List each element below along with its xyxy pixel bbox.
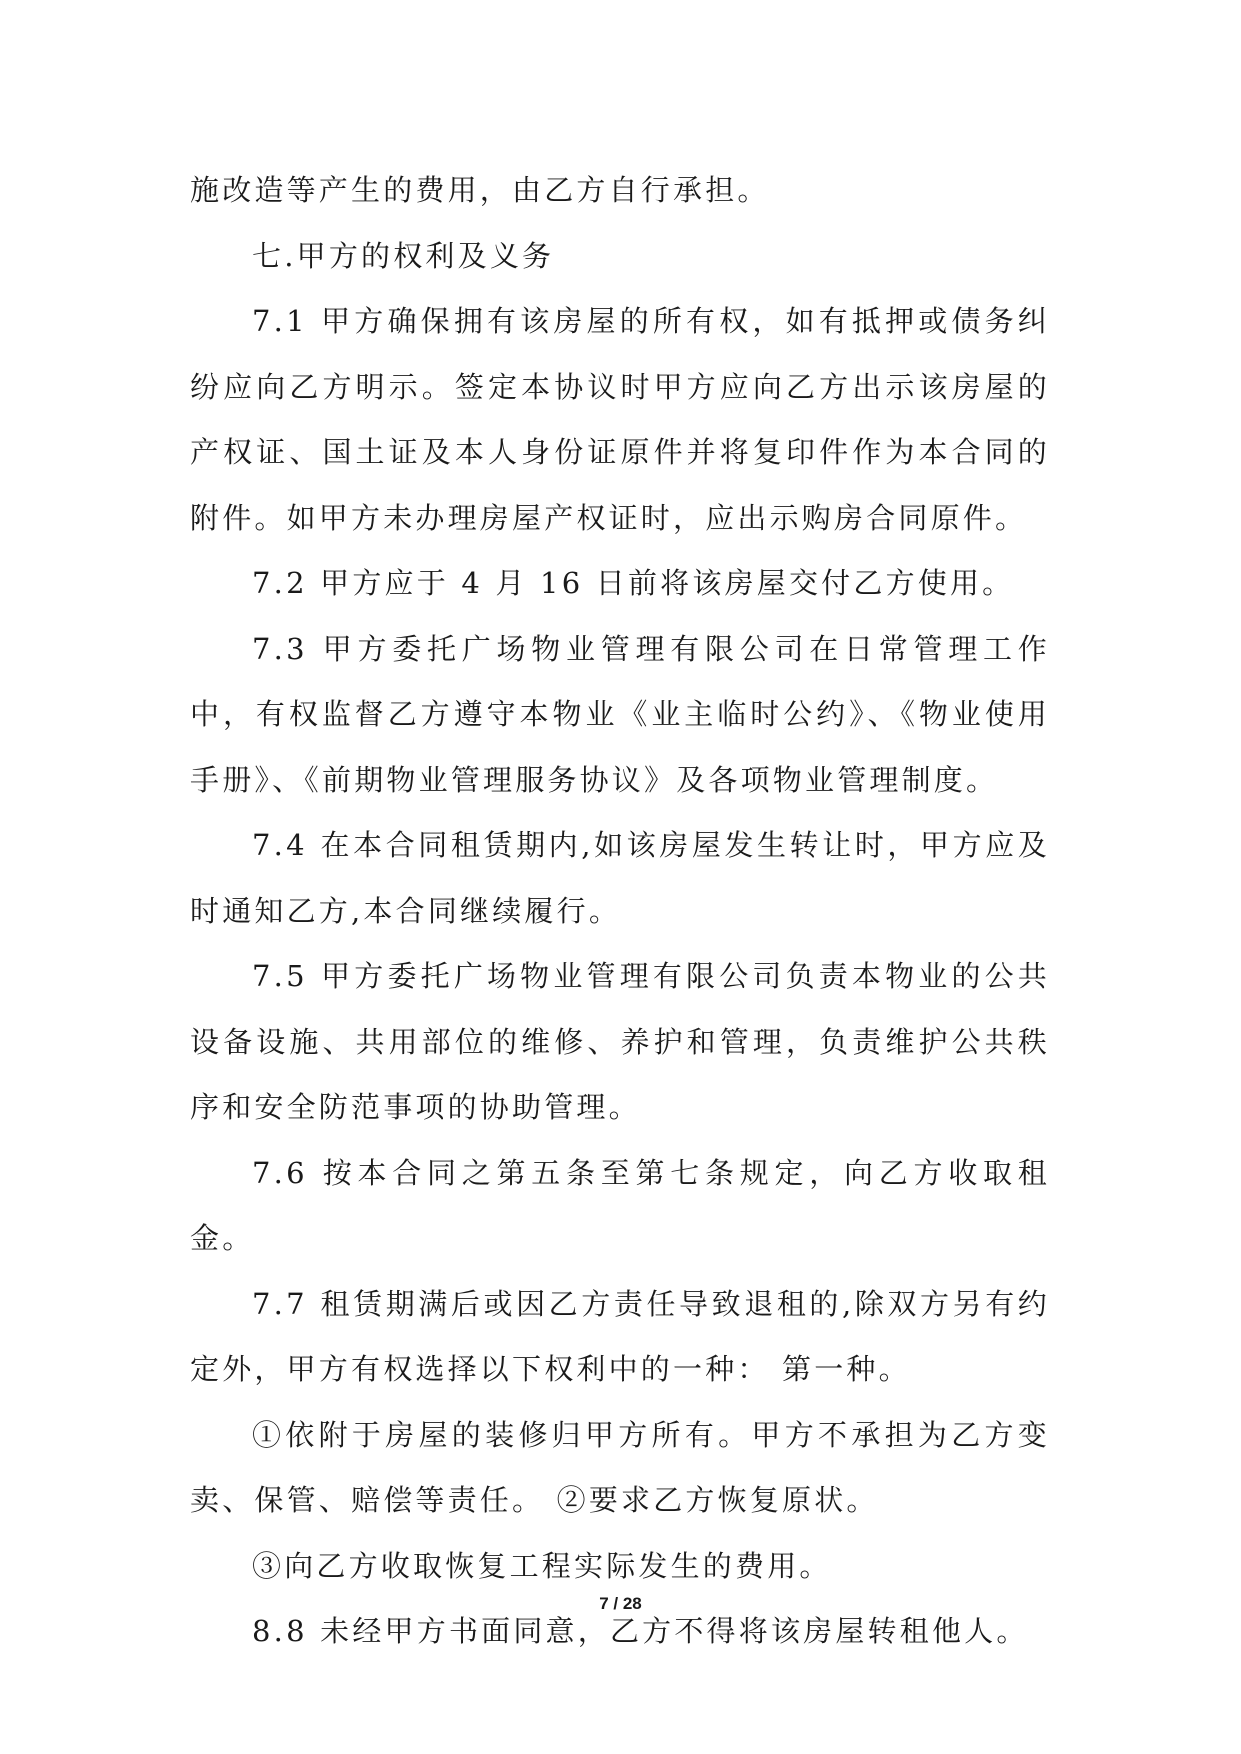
paragraph: 7.4 在本合同租赁期内,如该房屋发生转让时，甲方应及时通知乙方,本合同继续履行。 bbox=[190, 828, 1050, 928]
paragraph: 施改造等产生的费用，由乙方自行承担。 bbox=[190, 173, 770, 207]
page-number: 7 / 28 bbox=[599, 1594, 642, 1613]
paragraph: 7.1 甲方确保拥有该房屋的所有权，如有抵押或债务纠纷应向乙方明示。签定本协议时甲方应向乙方出示该房屋的产权证、国土证及本人身份证原件并将复印件作为本合同的附件。如甲方未办理房屋产权证时，应出示购房合同原件。 bbox=[190, 304, 1050, 535]
paragraph: 7.3 甲方委托广场物业管理有限公司在日常管理工作中，有权监督乙方遵守本物业《业主临时公约》、《物业使用手册》、《前期物业管理服务协议》及各项物业管理制度。 bbox=[190, 631, 1050, 797]
paragraph: 7.2 甲方应于 4 月 16 日前将该房屋交付乙方使用。 bbox=[252, 566, 1015, 600]
paragraph: 7.7 租赁期满后或因乙方责任导致退租的,除双方另有约定外，甲方有权选择以下权利中的一种： 第一种。 bbox=[190, 1286, 1050, 1386]
paragraph: 7.5 甲方委托广场物业管理有限公司负责本物业的公共设备设施、共用部位的维修、养护和管理，负责维护公共秩序和安全防范事项的协助管理。 bbox=[190, 959, 1050, 1124]
paragraph: ①依附于房屋的装修归甲方所有。甲方不承担为乙方变卖、保管、赔偿等责任。 ②要求乙方恢复原状。 bbox=[190, 1417, 1050, 1517]
paragraph: ③向乙方收取恢复工程实际发生的费用。 bbox=[252, 1548, 832, 1583]
paragraph: 8.8 未经甲方书面同意，乙方不得将该房屋转租他人。 bbox=[252, 1614, 1029, 1648]
page-body bbox=[190, 158, 1050, 1665]
paragraph: 7.6 按本合同之第五条至第七条规定，向乙方收取租金。 bbox=[190, 1155, 1050, 1255]
section-heading: 七.甲方的权利及义务 bbox=[252, 238, 555, 273]
